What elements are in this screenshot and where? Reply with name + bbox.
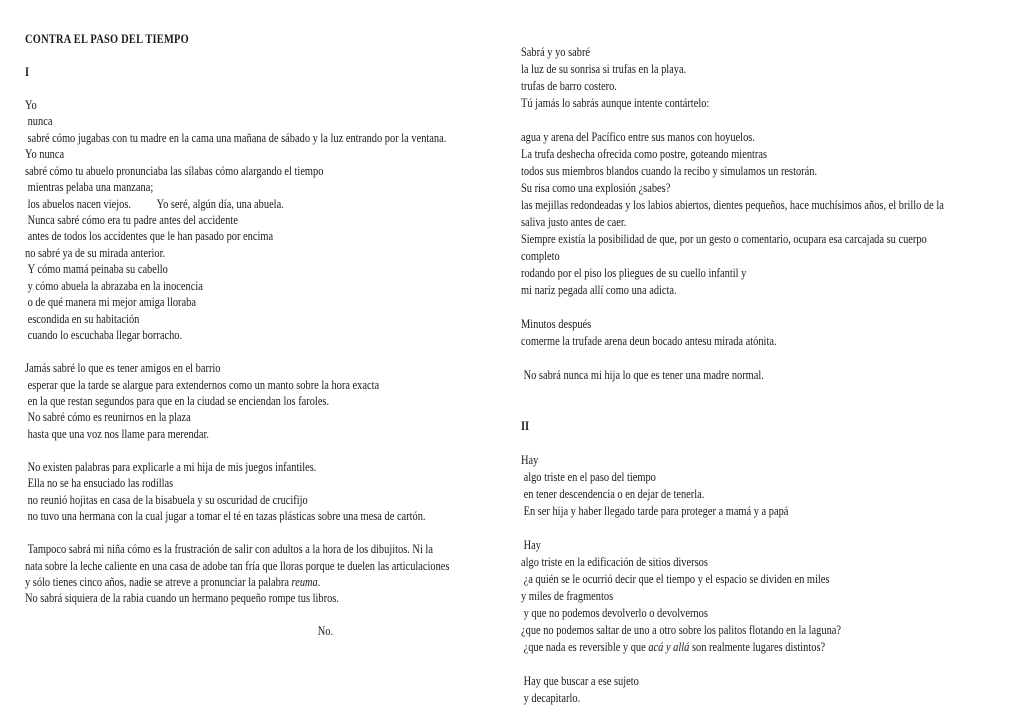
blank-line [521,111,1023,128]
poem-line: Y cómo mamá peinaba su cabello [25,261,168,277]
blank-line [521,349,1023,366]
blank-line [25,442,541,458]
poem-line: Tampoco sabrá mi niña cómo es la frustración de salir con adultos a la hora de los dibujitos. Ni la [25,541,433,557]
poem-column-right [521,43,1023,706]
poem-line: nata sobre la leche caliente en una casa de adobe tan fría que lloras porque te duelen las articulaciones [25,557,450,573]
poem-line: mi nariz pegada allí como una adicta. [521,282,677,297]
poem-line: Minutos después [521,316,592,331]
poem-line: En ser hija y haber llegado tarde para proteger a mamá y a papá [521,503,789,518]
poem-line: antes de todos los accidentes que le han pasado por encima [25,228,274,244]
poem-line: las mejillas redondeadas y los labios abiertos, dientes pequeños, hace muchísimos años, el brillo de la [521,197,944,212]
blank-line [521,655,1023,672]
poem-line: saliva justo antes de caer. [521,214,627,229]
poem-line: en tener descendencia o en dejar de tenerla. [521,486,705,501]
poem-line: sabré cómo jugabas con tu madre en la cama una mañana de sábado y la luz entrando por la ventana. [25,129,447,145]
poem-line: cuando lo escuchaba llegar borracho. [25,327,183,343]
poem-line: los abuelos nacen viejos. Yo seré, algún día, una abuela. [25,195,284,211]
poem-line: Su risa como una explosión ¿sabes? [521,180,671,195]
poem-line: ¿a quién se le ocurrió decir que el tiempo y el espacio se dividen en miles [521,571,830,586]
poem-line: hasta que una voz nos llame para merendar. [25,425,209,441]
blank-line [521,400,1023,417]
poem-line: completo [521,248,560,263]
poem-line: Ella no se ha ensuciado las rodillas [25,475,174,491]
poem-line: Hay [521,537,541,552]
poem-line: todos sus miembros blandos cuando la recibo y simulamos un restorán. [521,163,818,178]
poem-line: comerme la trufade arena deun bocado antesu mirada atónita. [521,333,777,348]
poem-title: CONTRA EL PASO DEL TIEMPO [25,31,189,46]
blank-line [521,434,1023,451]
poem-line: Sabrá y yo sabré [521,44,591,59]
poem-line: y decapitarlo. [521,690,581,705]
poem-line: La trufa deshecha ofrecida como postre, goteando mientras [521,146,768,161]
italic-phrase: reuma [291,573,318,589]
section-heading: II [521,418,530,433]
poem-line: no tuvo una hermana con la cual jugar a tomar el té en tazas plásticas sobre una mesa de cartón. [25,508,426,524]
poem-line: algo triste en la edificación de sitios diversos [521,554,708,569]
poem-line: en la que restan segundos para que en la ciudad se enciendan los faroles. [25,392,330,408]
italic-phrase: acá y allá [648,639,690,654]
section-heading: I [25,63,30,79]
poem-line: Yo [25,96,37,112]
poem-line: trufas de barro costero. [521,78,617,93]
poem-line: y cómo abuela la abrazaba en la inocencia [25,277,203,293]
poem-line: Yo nunca [25,146,65,162]
poem-line: No existen palabras para explicarle a mi hija de mis juegos infantiles. [25,458,317,474]
poem-column-left [25,31,541,640]
poem-line: escondida en su habitación [25,310,140,326]
poem-line: y que no podemos devolverlo o devolvernos [521,605,708,620]
blank-line [521,519,1023,536]
poem-line: Hay que buscar a ese sujeto [521,673,639,688]
poem-line: Siempre existía la posibilidad de que, por un gesto o comentario, ocupara esa carcajada su cuerpo [521,231,927,246]
blank-line [521,298,1023,315]
blank-line [25,607,541,623]
poem-line: Nunca sabré cómo era tu padre antes del accidente [25,211,238,227]
poem-line: y miles de fragmentos [521,588,614,603]
poem-line: ¿que nada es reversible y que acá y allá son realmente lugares distintos? [521,639,826,654]
poem-line: la luz de su sonrisa si trufas en la playa. [521,61,687,76]
poem-line: nunca [25,113,53,129]
poem-line: algo triste en el paso del tiempo [521,469,656,484]
poem-line: no sabré ya de su mirada anterior. [25,244,166,260]
poem-line: sabré cómo tu abuelo pronunciaba las sílabas cómo alargando el tiempo [25,162,324,178]
poem-line: No sabrá nunca mi hija lo que es tener una madre normal. [521,367,764,382]
poem-line: Hay [521,452,539,467]
poem-line: o de qué manera mi mejor amiga lloraba [25,294,196,310]
poem-line: agua y arena del Pacífico entre sus manos con hoyuelos. [521,129,755,144]
poem-line: y sólo tienes cinco años, nadie se atreve a pronunciar la palabra reuma. [25,573,321,589]
poem-line: No sabré cómo es reunirnos en la plaza [25,409,191,425]
poem-line: mientras pelaba una manzana; [25,179,154,195]
blank-line [25,525,541,541]
poem-line: esperar que la tarde se alargue para extendernos como un manto sobre la hora exacta [25,376,380,392]
blank-line [25,344,541,360]
poem-line: ¿que no podemos saltar de uno a otro sobre los palitos flotando en la laguna? [521,622,842,637]
blank-line [25,80,541,96]
poem-line: rodando por el piso los pliegues de su cuello infantil y [521,265,747,280]
poem-line: no reunió hojitas en casa de la bisabuela y su oscuridad de crucifijo [25,491,308,507]
blank-line [25,47,541,63]
poem-line: No sabrá siquiera de la rabia cuando un hermano pequeño rompe tus libros. [25,590,339,606]
poem-line: No. [317,623,334,639]
poem-line: Jamás sabré lo que es tener amigos en el barrio [25,360,221,376]
blank-line [521,383,1023,400]
poem-line: Tú jamás lo sabrás aunque intente contártelo: [521,95,710,110]
